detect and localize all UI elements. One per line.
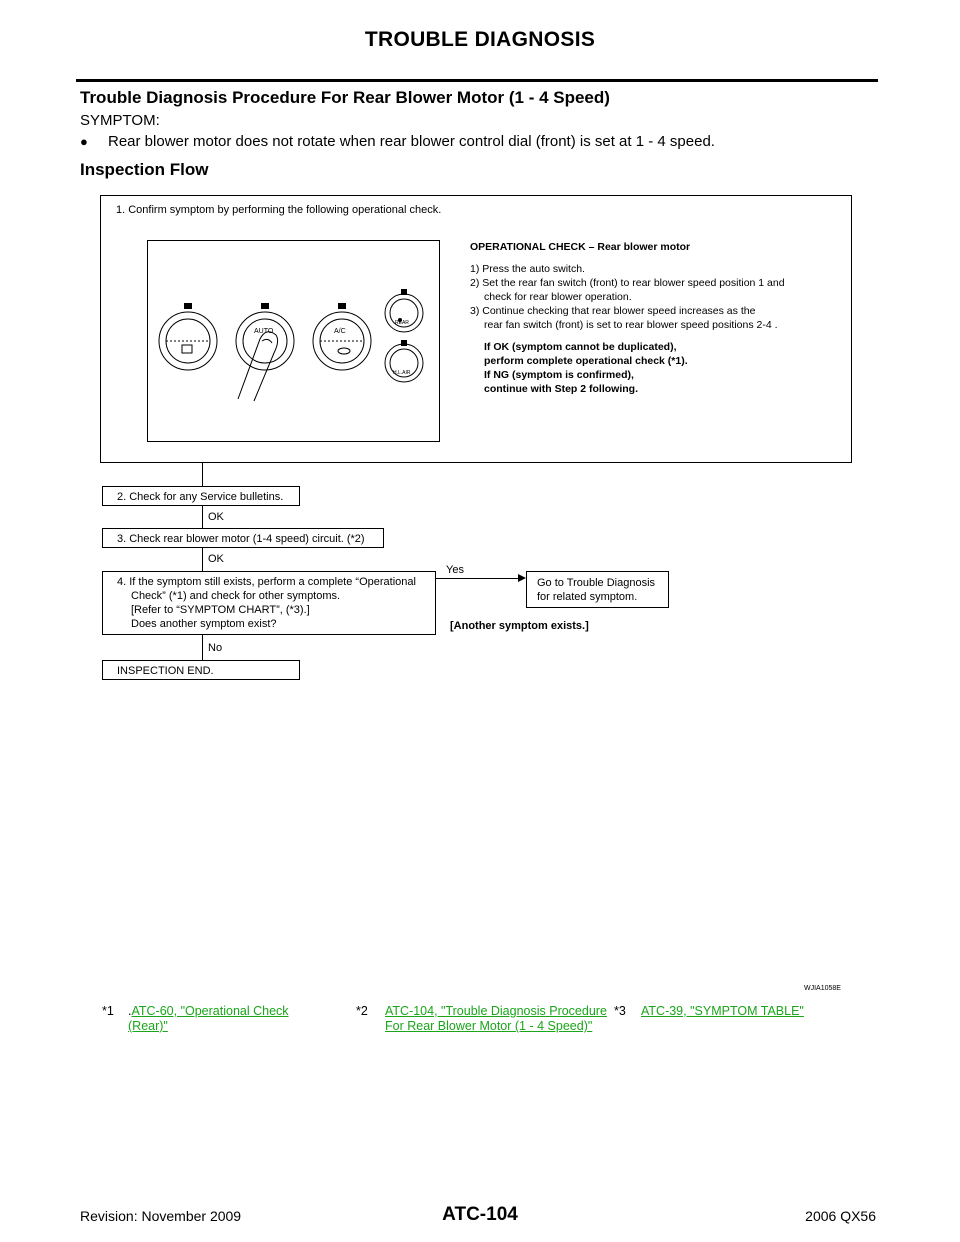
opcheck-title: OPERATIONAL CHECK – Rear blower motor	[470, 241, 691, 253]
no-label: No	[208, 642, 223, 654]
footer-revision: Revision: November 2009	[80, 1208, 242, 1224]
footnote-1	[102, 1004, 114, 1019]
footnote-key: *2	[356, 1004, 368, 1018]
footnote-prefix: .	[128, 1004, 132, 1018]
footnote-link-atc104[interactable]: ATC-104, "Trouble Diagnosis Procedure For Rear Blower Motor (1 - 4 Speed)"	[385, 1004, 607, 1033]
footnote-key: *1	[102, 1004, 114, 1018]
step2-box	[102, 486, 300, 506]
ok-label-1: OK	[208, 511, 224, 523]
step4-line3: [Refer to “SYMPTOM CHART”, (*3).]	[131, 604, 310, 616]
opcheck-step3a: 3) Continue checking that rear blower speed increases as the	[470, 305, 756, 317]
connector-2-3	[202, 506, 203, 528]
connector-yes	[436, 578, 520, 579]
symptom-label: SYMPTOM:	[80, 112, 160, 129]
section-title: Trouble Diagnosis Procedure For Rear Blower Motor (1 - 4 Speed)	[80, 88, 610, 107]
connector-3-4	[202, 548, 203, 571]
bullet-icon: ●	[80, 134, 88, 149]
goto-line2: for related symptom.	[537, 591, 638, 603]
step1-text: 1. Confirm symptom by performing the following operational check.	[116, 204, 442, 216]
opcheck-step3b: rear fan switch (front) is set to rear blower speed positions 2-4 .	[484, 319, 778, 331]
result-line3: If NG (symptom is confirmed),	[484, 369, 634, 381]
step2-text: 2. Check for any Service bulletins.	[117, 491, 284, 503]
step3-text: 3. Check rear blower motor (1-4 speed) circuit. (*2)	[117, 533, 365, 545]
footnote-key: *3	[614, 1004, 626, 1018]
dial-label-rear: REAR	[395, 320, 409, 326]
step3-box	[102, 528, 384, 548]
footnote-3-body	[641, 1004, 841, 1019]
another-symptom-label: [Another symptom exists.]	[450, 620, 589, 632]
opcheck-step1: 1) Press the auto switch.	[470, 263, 585, 275]
yes-label: Yes	[446, 564, 464, 576]
opcheck-step2b: check for rear blower operation.	[484, 291, 632, 303]
operational-check-text	[470, 240, 840, 396]
step4-box	[102, 571, 436, 635]
result-line1: If OK (symptom cannot be duplicated),	[484, 341, 677, 353]
opcheck-result	[484, 340, 840, 396]
dial-label-hlair: H.L.AIR	[393, 370, 411, 376]
symptom-item	[80, 133, 715, 150]
page-header-title: TROUBLE DIAGNOSIS	[364, 28, 596, 51]
step4-line4: Does another symptom exist?	[131, 618, 277, 630]
header-rule	[76, 79, 878, 82]
footnote-link-atc39[interactable]: ATC-39, "SYMPTOM TABLE"	[641, 1004, 804, 1018]
opcheck-step2a: 2) Set the rear fan switch (front) to rear blower speed position 1 and	[470, 277, 785, 289]
goto-trouble-diagnosis-box	[526, 571, 669, 608]
figure-id: WJIA1058E	[804, 985, 841, 992]
dial-label-auto: AUTO	[254, 328, 274, 335]
footnote-2-body	[385, 1004, 607, 1034]
end-text: INSPECTION END.	[117, 665, 214, 677]
symptom-text: Rear blower motor does not rotate when rear blower control dial (front) is set at 1 - 4 speed.	[108, 133, 715, 150]
result-line2: perform complete operational check (*1).	[484, 355, 688, 367]
footnote-2	[356, 1004, 368, 1019]
connector-1-2	[202, 463, 203, 486]
result-line4: continue with Step 2 following.	[484, 383, 638, 395]
flow-title: Inspection Flow	[80, 160, 209, 179]
footnote-1-body	[128, 1004, 328, 1034]
footnote-3	[614, 1004, 626, 1019]
inspection-end-box	[102, 660, 300, 680]
step4-line1: 4. If the symptom still exists, perform a complete “Operational	[117, 576, 416, 588]
footnote-link-atc60[interactable]: ATC-60, "Operational Check (Rear)"	[128, 1004, 289, 1033]
control-panel-illustration	[147, 240, 440, 442]
footer-page-number: ATC-104	[442, 1204, 518, 1225]
connector-4-end	[202, 635, 203, 660]
goto-line1: Go to Trouble Diagnosis	[537, 577, 656, 589]
control-dials-drawing	[148, 241, 439, 441]
ok-label-2: OK	[208, 553, 224, 565]
footer-model: 2006 QX56	[805, 1208, 876, 1224]
step4-line2: Check” (*1) and check for other symptoms.	[131, 590, 341, 602]
dial-label-ac: A/C	[334, 328, 346, 335]
